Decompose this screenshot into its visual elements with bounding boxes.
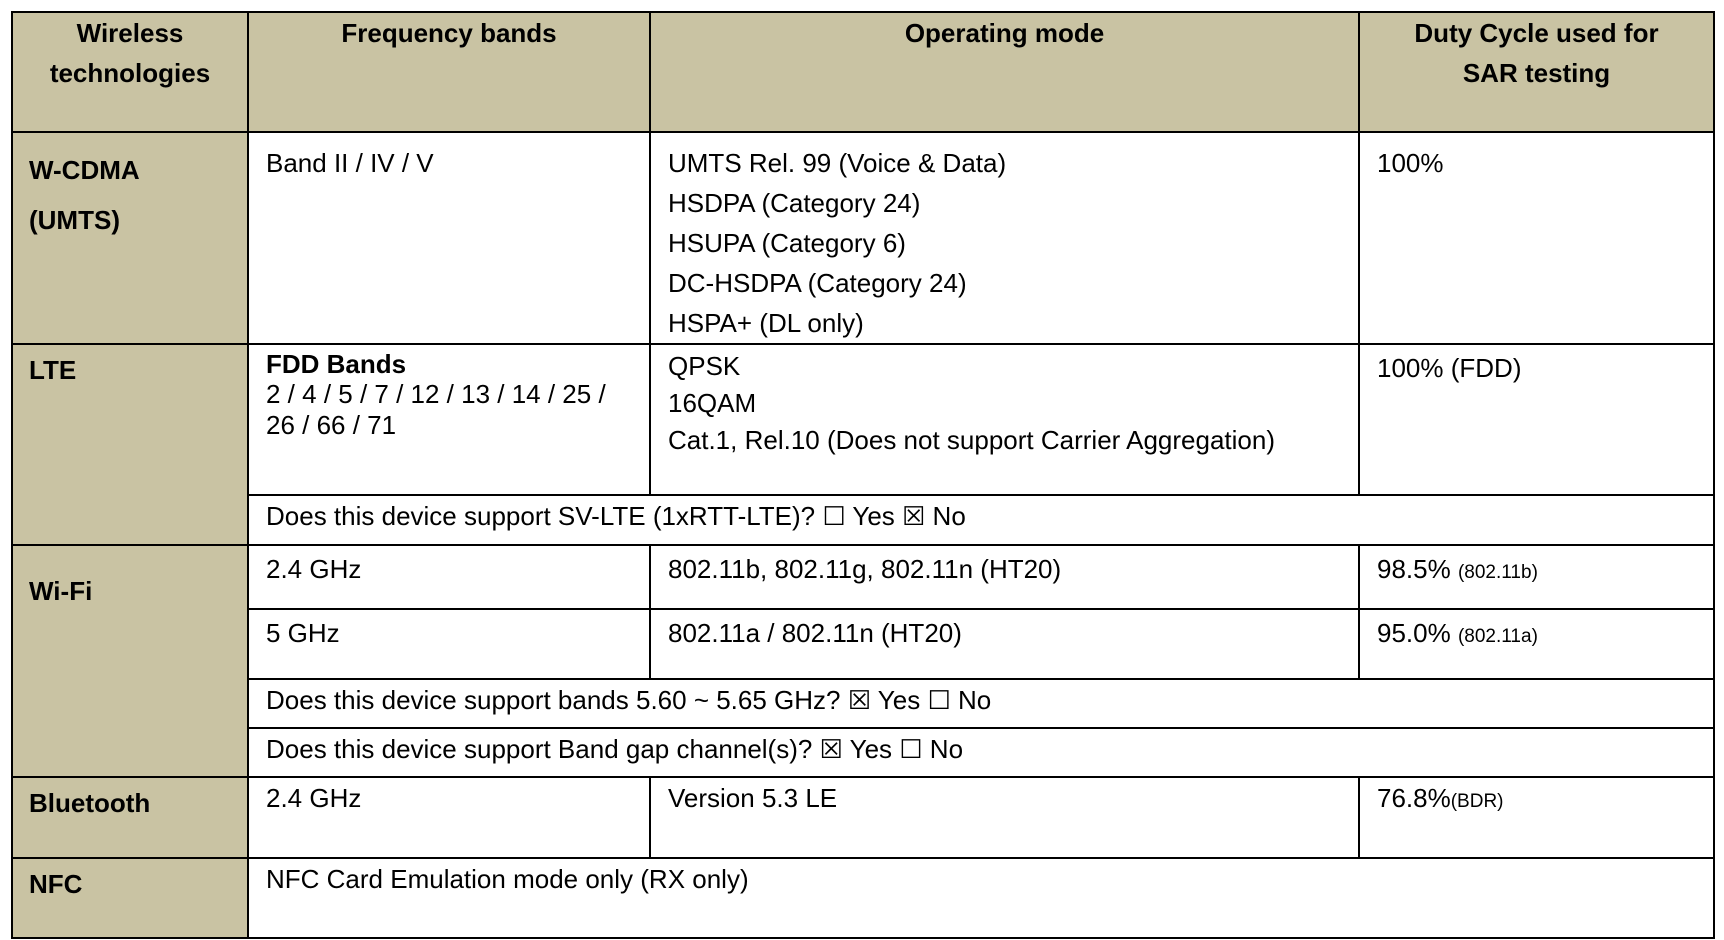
bluetooth-row — [12, 777, 1714, 858]
lte-tech-cell: LTE — [12, 344, 248, 545]
lte-row — [12, 344, 1714, 495]
wcdma-mode: HSUPA (Category 6) — [668, 228, 906, 258]
wcdma-duty-cell: 100% — [1359, 132, 1714, 344]
wifi-band-cell: 2.4 GHz — [248, 545, 650, 609]
wifi-question-row-1 — [12, 679, 1714, 728]
header-operating-mode: Operating mode — [650, 12, 1359, 132]
wifi-duty-cell: 98.5% (802.11b) — [1359, 545, 1714, 609]
header-row — [12, 12, 1714, 132]
wireless-spec-table — [11, 11, 1715, 939]
lte-fdd-title: FDD Bands — [266, 349, 407, 379]
nfc-row — [12, 858, 1714, 938]
header-frequency-bands: Frequency bands — [248, 12, 650, 132]
wcdma-tech-cell: W-CDMA (UMTS) — [12, 132, 248, 344]
wifi-tech-cell: Wi-Fi — [12, 545, 248, 777]
lte-modes-cell — [650, 344, 1359, 495]
nfc-description-cell: NFC Card Emulation mode only (RX only) — [248, 858, 1714, 938]
wcdma-modes-cell — [650, 132, 1359, 344]
lte-mode: Cat.1, Rel.10 (Does not support Carrier Aggregation) — [668, 425, 1275, 455]
lte-mode: QPSK — [668, 351, 741, 381]
lte-question-row — [12, 495, 1714, 545]
lte-bands-cell: FDD Bands 2 / 4 / 5 / 7 / 12 / 13 / 14 / 25 / 26 / 66 / 71 — [248, 344, 650, 495]
wifi-band-cell: 5 GHz — [248, 609, 650, 679]
wcdma-mode: UMTS Rel. 99 (Voice & Data) — [668, 148, 1007, 178]
lte-mode: 16QAM — [668, 388, 757, 418]
wcdma-mode: DC-HSDPA (Category 24) — [668, 268, 967, 298]
wifi-band-question: Does this device support bands 5.60 ~ 5.65 GHz? ☒ Yes ☐ No — [248, 679, 1714, 728]
wcdma-row — [12, 132, 1714, 344]
wcdma-mode: HSDPA (Category 24) — [668, 188, 921, 218]
wifi-mode-cell: 802.11a / 802.11n (HT20) — [650, 609, 1359, 679]
bluetooth-mode-cell: Version 5.3 LE — [650, 777, 1359, 858]
wifi-row-5ghz — [12, 609, 1714, 679]
wifi-question-row-2 — [12, 728, 1714, 777]
bluetooth-band-cell: 2.4 GHz — [248, 777, 650, 858]
bluetooth-duty-cell: 76.8%(BDR) — [1359, 777, 1714, 858]
lte-svlte-question: Does this device support SV-LTE (1xRTT-LTE)? ☐ Yes ☒ No — [248, 495, 1714, 545]
header-duty-cycle: Duty Cycle used for SAR testing — [1359, 12, 1714, 132]
wifi-row-2-4ghz — [12, 545, 1714, 609]
wcdma-bands-cell: Band II / IV / V — [248, 132, 650, 344]
wifi-mode-cell: 802.11b, 802.11g, 802.11n (HT20) — [650, 545, 1359, 609]
wcdma-mode: HSPA+ (DL only) — [668, 308, 864, 338]
wifi-bandgap-question: Does this device support Band gap channel(s)? ☒ Yes ☐ No — [248, 728, 1714, 777]
bluetooth-tech-cell: Bluetooth — [12, 777, 248, 858]
wifi-duty-cell: 95.0% (802.11a) — [1359, 609, 1714, 679]
lte-duty-cell: 100% (FDD) — [1359, 344, 1714, 495]
header-wireless-technologies: Wireless technologies — [12, 12, 248, 132]
nfc-tech-cell: NFC — [12, 858, 248, 938]
